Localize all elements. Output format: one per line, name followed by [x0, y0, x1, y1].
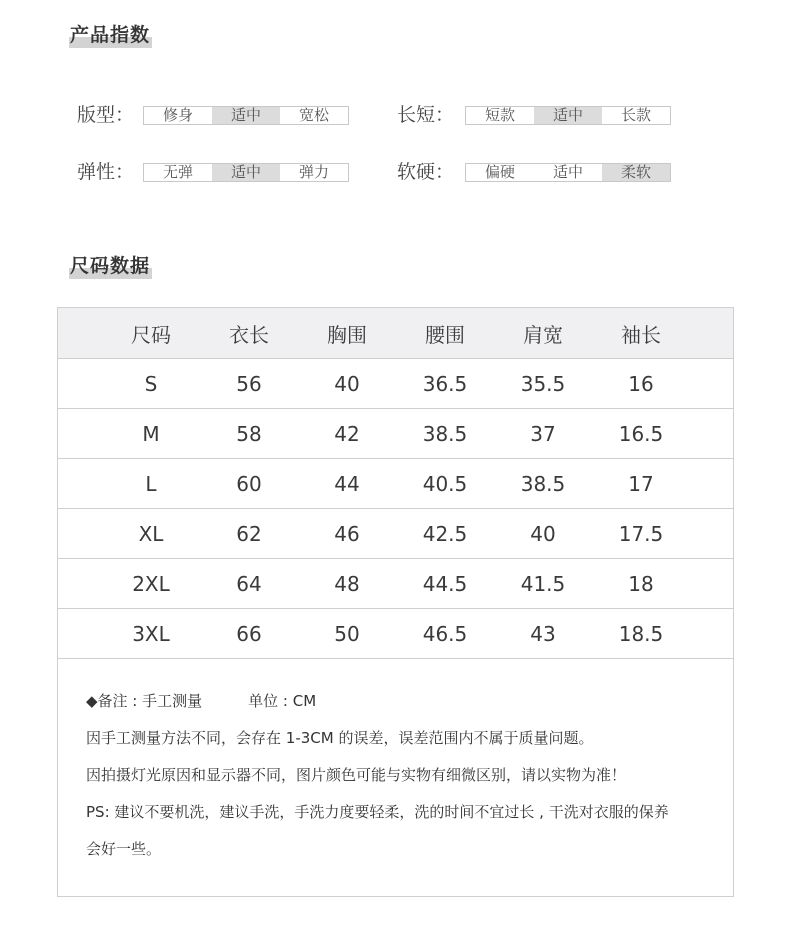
header-shoulder: 肩宽 — [523, 322, 563, 347]
index-row-elasticity — [77, 161, 349, 183]
softness-option-hard: 偏硬 — [466, 164, 534, 181]
length-option-regular: 适中 — [534, 107, 602, 124]
table-row — [58, 359, 733, 409]
cell-size: S — [144, 371, 158, 396]
cell-size: XL — [138, 521, 164, 546]
spacer — [58, 459, 102, 508]
index-row-length — [397, 104, 671, 126]
fit-option-loose: 宽松 — [280, 107, 348, 124]
cell-sleeve: 17.5 — [618, 521, 664, 546]
cell-length: 64 — [236, 571, 262, 596]
spacer — [58, 359, 102, 408]
cell-shoulder: 38.5 — [520, 471, 566, 496]
unit-text: 单位 : CM — [248, 692, 317, 710]
notes-block — [86, 690, 726, 875]
table-row — [58, 509, 733, 559]
length-label: 长短： — [397, 104, 455, 126]
cell-sleeve: 18 — [628, 571, 654, 596]
spacer — [58, 609, 102, 658]
fit-option-slim: 修身 — [144, 107, 212, 124]
spacer — [58, 509, 102, 558]
elasticity-option-stretch: 弹力 — [280, 164, 348, 181]
index-row-fit — [77, 104, 349, 126]
cell-size: 3XL — [132, 621, 170, 646]
cell-waist: 44.5 — [422, 571, 468, 596]
cell-length: 58 — [236, 421, 262, 446]
header-waist: 腰围 — [425, 322, 465, 347]
softness-option-regular: 适中 — [534, 164, 602, 181]
cell-waist: 38.5 — [422, 421, 468, 446]
note-line: 因手工测量方法不同，会存在 1-3CM 的误差，误差范围内不属于质量问题。 — [86, 729, 594, 747]
softness-option-soft: 柔软 — [602, 164, 670, 181]
softness-label: 软硬： — [397, 161, 455, 183]
cell-sleeve: 18.5 — [618, 621, 664, 646]
cell-sleeve: 16 — [628, 371, 654, 396]
cell-length: 56 — [236, 371, 262, 396]
cell-chest: 46 — [334, 521, 360, 546]
cell-size: M — [142, 421, 160, 446]
header-sleeve: 袖长 — [621, 322, 661, 347]
cell-chest: 42 — [334, 421, 360, 446]
spacer — [58, 308, 102, 358]
cell-waist: 46.5 — [422, 621, 468, 646]
header-length: 衣长 — [229, 322, 269, 347]
cell-shoulder: 35.5 — [520, 371, 566, 396]
cell-length: 62 — [236, 521, 262, 546]
table-row — [58, 459, 733, 509]
cell-waist: 42.5 — [422, 521, 468, 546]
cell-waist: 40.5 — [422, 471, 468, 496]
spacer — [58, 409, 102, 458]
remark-text: ◆备注 : 手工测量 — [86, 692, 203, 710]
softness-selector — [465, 163, 671, 182]
cell-chest: 48 — [334, 571, 360, 596]
cell-chest: 50 — [334, 621, 360, 646]
length-option-long: 长款 — [602, 107, 670, 124]
fit-option-regular: 适中 — [212, 107, 280, 124]
elasticity-option-regular: 适中 — [212, 164, 280, 181]
note-line: 会好一些。 — [86, 840, 162, 858]
spacer — [58, 559, 102, 608]
cell-size: 2XL — [132, 571, 170, 596]
remark-line — [86, 690, 726, 727]
fit-selector — [143, 106, 349, 125]
size-table-header — [58, 308, 733, 359]
length-selector — [465, 106, 671, 125]
cell-length: 66 — [236, 621, 262, 646]
index-row-softness — [397, 161, 671, 183]
note-line: PS: 建议不要机洗，建议手洗，手洗力度要轻柔，洗的时间不宜过长 , 干洗对衣服的保养 — [86, 803, 669, 821]
table-row — [58, 609, 733, 659]
cell-shoulder: 43 — [530, 621, 556, 646]
cell-shoulder: 41.5 — [520, 571, 566, 596]
fit-label: 版型： — [77, 104, 135, 126]
cell-size: L — [145, 471, 157, 496]
table-row — [58, 409, 733, 459]
elasticity-label: 弹性： — [77, 161, 135, 183]
header-size: 尺码 — [131, 322, 171, 347]
table-row — [58, 559, 733, 609]
elasticity-option-none: 无弹 — [144, 164, 212, 181]
size-data-title: 尺码数据 — [70, 255, 151, 277]
cell-shoulder: 40 — [530, 521, 556, 546]
cell-shoulder: 37 — [530, 421, 556, 446]
elasticity-selector — [143, 163, 349, 182]
cell-sleeve: 17 — [628, 471, 654, 496]
note-line: 因拍摄灯光原因和显示器不同，图片颜色可能与实物有细微区别，请以实物为准！ — [86, 766, 627, 784]
product-index-title: 产品指数 — [70, 24, 151, 46]
cell-chest: 40 — [334, 371, 360, 396]
cell-chest: 44 — [334, 471, 360, 496]
cell-waist: 36.5 — [422, 371, 468, 396]
length-option-short: 短款 — [466, 107, 534, 124]
cell-length: 60 — [236, 471, 262, 496]
header-chest: 胸围 — [327, 322, 367, 347]
cell-sleeve: 16.5 — [618, 421, 664, 446]
